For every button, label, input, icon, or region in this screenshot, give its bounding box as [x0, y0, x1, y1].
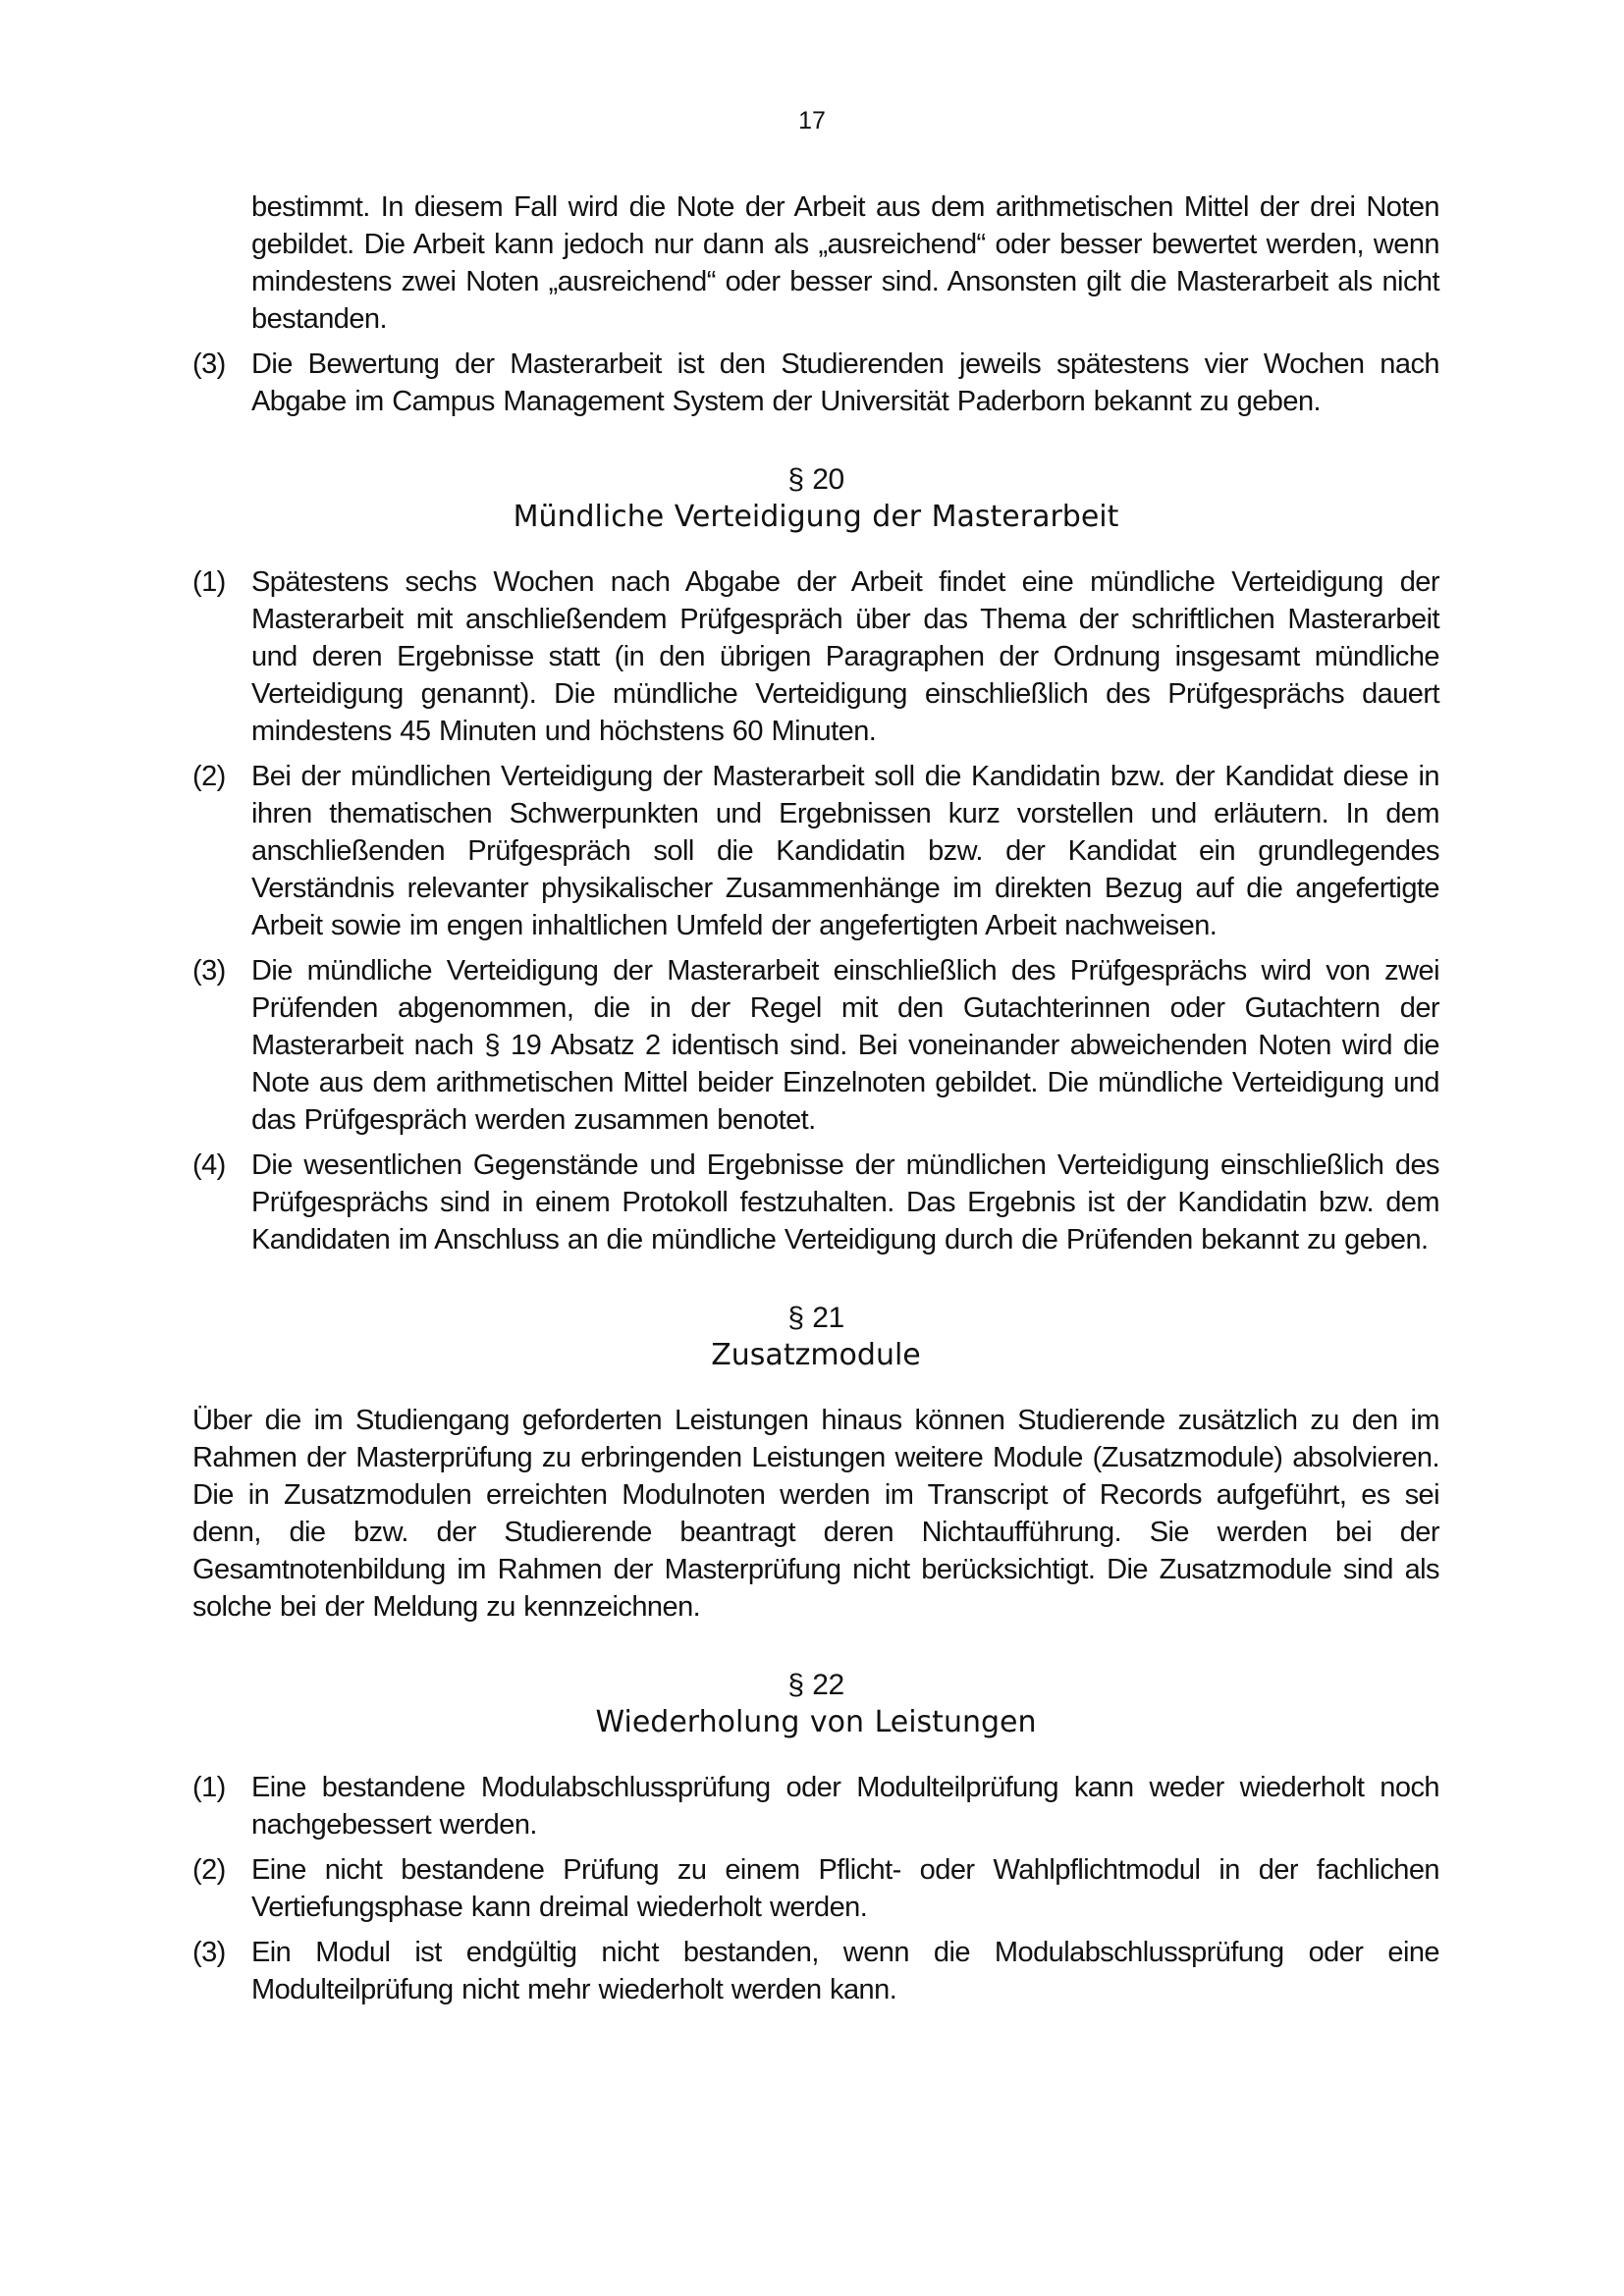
item-number: (3): [192, 348, 226, 380]
item-text: Die Bewertung der Masterarbeit ist den Studierenden jeweils spätestens vier Wochen nach Abgabe im Campus Management System der Universität Paderborn bekannt zu geben.: [251, 348, 1439, 417]
paragraph-19-item-3: [192, 346, 1439, 420]
item-text: Die mündliche Verteidigung der Masterarbeit einschließlich des Prüfgesprächs wird von zwei Prüfenden abgenommen, die in der Regel mit den Gutachterinnen oder Gutachtern der Masterarbeit nach § 19 Absatz 2 identisch sind. Bei voneinander abweichenden Noten wird die Note aus dem arithmetischen Mittel beider Einzelnoten gebildet. Die mündliche Verteidigung und das Prüfgespräch werden zusammen benotet.: [251, 955, 1439, 1136]
section-20-heading: [192, 461, 1439, 536]
item-number: (3): [192, 955, 226, 987]
section-20-item-4: [192, 1147, 1439, 1258]
item-number: (2): [192, 1854, 226, 1886]
section-22-item-2: [192, 1851, 1439, 1926]
section-20-item-1: [192, 563, 1439, 750]
section-title: Zusatzmodule: [711, 1338, 921, 1372]
item-number: (3): [192, 1937, 226, 1968]
section-title: Wiederholung von Leistungen: [595, 1705, 1037, 1739]
item-number: (1): [192, 1772, 226, 1803]
item-text: Eine nicht bestandene Prüfung zu einem Pflicht- oder Wahlpflichtmodul in der fachlichen Vertiefungsphase kann dreimal wiederholt werden.: [251, 1854, 1439, 1923]
section-21-heading: [192, 1300, 1439, 1374]
section-number: § 21: [787, 1302, 844, 1334]
item-text: Spätestens sechs Wochen nach Abgabe der Arbeit findet eine mündliche Verteidigung der Masterarbeit mit anschließendem Prüfgespräch über das Thema der schriftlichen Masterarbeit und deren Ergebnisse statt (in den übrigen Paragraphen der Ordnung insgesamt mündliche Verteidigung genannt). Die mündliche Verteidigung einschließlich des Prüfgesprächs dauert mindestens 45 Minuten und höchstens 60 Minuten.: [251, 566, 1439, 747]
section-title: Mündliche Verteidigung der Masterarbeit: [513, 500, 1119, 534]
item-text: Bei der mündlichen Verteidigung der Masterarbeit soll die Kandidatin bzw. der Kandidat diese in ihren thematischen Schwerpunkten und Ergebnissen kurz vorstellen und erläutern. In dem anschließenden Prüfgespräch soll die Kandidatin bzw. der Kandidat ein grundlegendes Verständnis relevanter physikalischer Zusammenhänge im direkten Bezug auf die angefertigte Arbeit sowie im engen inhaltlichen Umfeld der angefertigten Arbeit nachweisen.: [251, 761, 1439, 941]
section-number: § 22: [787, 1669, 844, 1701]
item-text: Eine bestandene Modulabschlussprüfung oder Modulteilprüfung kann weder wiederholt noch nachgebessert werden.: [251, 1772, 1439, 1841]
section-20-item-3: [192, 952, 1439, 1139]
section-22-heading: [192, 1667, 1439, 1741]
page-number: 17: [798, 107, 826, 134]
section-22-item-3: [192, 1934, 1439, 2008]
item-number: (4): [192, 1149, 226, 1181]
section-21-body: Über die im Studiengang geforderten Leistungen hinaus können Studierende zusätzlich zu den im Rahmen der Masterprüfung zu erbringenden Leistungen weitere Module (Zusatzmodule) absolvieren. Die in Zusatzmodulen erreichten Modulnoten werden im Transcript of Records aufgeführt, es sei denn, die bzw. der Studierende beantragt deren Nichtaufführung. Sie werden bei der Gesamtnotenbildung im Rahmen der Masterprüfung nicht berücksichtigt. Die Zusatzmodule sind als solche bei der Meldung zu kennzeichnen.: [192, 1405, 1439, 1623]
section-22-item-1: [192, 1769, 1439, 1843]
continued-paragraph: bestimmt. In diesem Fall wird die Note der Arbeit aus dem arithmetischen Mittel der drei Noten gebildet. Die Arbeit kann jedoch nur dann als „ausreichend“ oder besser bewertet werden, wenn mindestens zwei Noten „ausreichend“ oder besser sind. Ansonsten gilt die Masterarbeit als nicht bestanden.: [251, 191, 1439, 335]
item-text: Die wesentlichen Gegenstände und Ergebnisse der mündlichen Verteidigung einschließlich des Prüfgesprächs sind in einem Protokoll festzuhalten. Das Ergebnis ist der Kandidatin bzw. dem Kandidaten im Anschluss an die mündliche Verteidigung durch die Prüfenden bekannt zu geben.: [251, 1149, 1439, 1255]
section-number: § 20: [787, 463, 844, 496]
document-body: [192, 188, 1439, 2016]
item-number: (1): [192, 566, 226, 598]
item-text: Ein Modul ist endgültig nicht bestanden, wenn die Modulabschlussprüfung oder eine Modulteilprüfung nicht mehr wiederholt werden kann.: [251, 1937, 1439, 2005]
section-20-item-2: [192, 758, 1439, 944]
item-number: (2): [192, 761, 226, 792]
